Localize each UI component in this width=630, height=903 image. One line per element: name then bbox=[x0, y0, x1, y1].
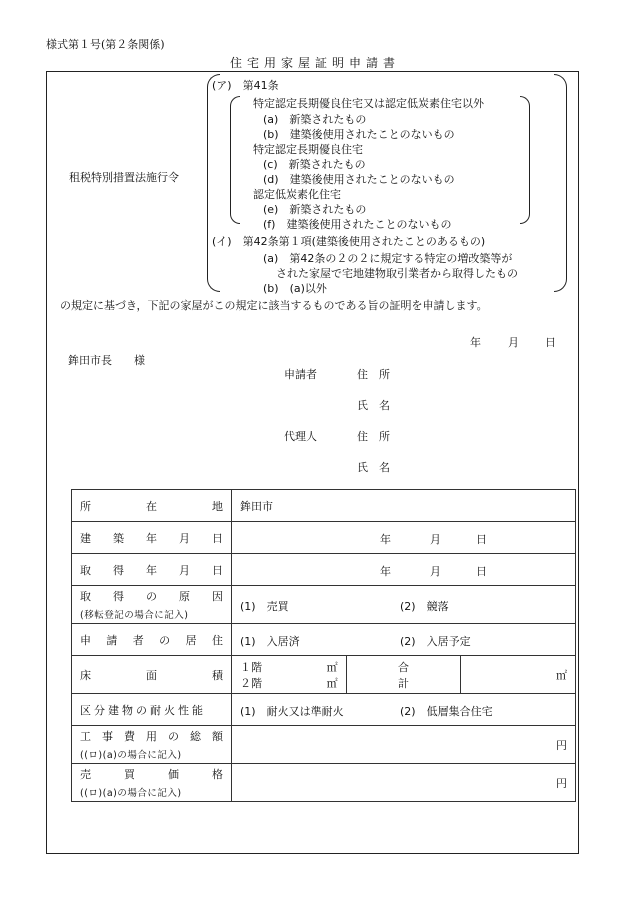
agent-address-label: 住 所 bbox=[357, 430, 390, 443]
cause-option-sale[interactable]: (1) 売買 bbox=[240, 599, 289, 613]
residence-label: 申 請 者 の 居 住 bbox=[72, 624, 232, 656]
item-e: (e) 新築されたもの bbox=[263, 203, 367, 216]
acquisition-cause-label: 取 得 の 原 因 (移転登記の場合に記入) bbox=[72, 586, 232, 624]
construction-cost-label: 工 事 費 用 の 総 額 ((ロ)(a)の場合に記入) bbox=[72, 726, 232, 764]
fire-resistance-options[interactable] bbox=[232, 694, 576, 726]
item-f: (f) 建築後使用されたことのないもの bbox=[263, 218, 452, 231]
total-value[interactable]: ㎡ bbox=[461, 656, 576, 694]
item-i-a-line2: された家屋で宅地建物取引業者から取得したもの bbox=[276, 267, 518, 280]
agent-name-label: 氏 名 bbox=[357, 461, 390, 474]
floor-area-row bbox=[72, 656, 576, 694]
construction-cost-value[interactable]: 円 bbox=[232, 726, 576, 764]
item-a: (a) 新築されたもの bbox=[263, 113, 367, 126]
fire-resistance-row bbox=[72, 694, 576, 726]
acquired-date-label: 取 得 年 月 日 bbox=[72, 554, 232, 586]
applicant-name-label: 氏 名 bbox=[357, 399, 390, 412]
property-details-table bbox=[71, 489, 576, 802]
inner-bracket-left bbox=[230, 96, 240, 224]
applicant-address-label: 住 所 bbox=[357, 368, 390, 381]
floor-area-label: 床 面 積 bbox=[72, 656, 232, 694]
group1-title: 特定認定長期優良住宅又は認定低炭素住宅以外 bbox=[253, 97, 484, 110]
acquisition-cause-options[interactable] bbox=[232, 586, 576, 624]
acquired-date-value[interactable]: 年 月 日 bbox=[232, 554, 576, 586]
floor-area-values[interactable]: １階 ㎡ ２階 ㎡ bbox=[232, 656, 347, 694]
item-d: (d) 建築後使用されたことのないもの bbox=[263, 173, 455, 186]
location-label: 所 在 地 bbox=[72, 490, 232, 522]
outer-bracket-right bbox=[554, 74, 567, 292]
location-row bbox=[72, 490, 576, 522]
acquired-date-row bbox=[72, 554, 576, 586]
construction-cost-row bbox=[72, 726, 576, 764]
cause-option-auction[interactable]: (2) 競落 bbox=[400, 599, 449, 613]
form-number-label: 様式第１号(第２条関係) bbox=[46, 38, 165, 51]
law-item-a: (ア) 第41条 bbox=[212, 79, 279, 92]
outer-bracket-left bbox=[207, 74, 220, 292]
fire-resistance-label: 区分建物の耐火性能 bbox=[72, 694, 232, 726]
residence-option-planned[interactable]: (2) 入居予定 bbox=[400, 634, 471, 648]
item-c: (c) 新築されたもの bbox=[263, 158, 366, 171]
item-i-a-line1: (a) 第42条の２の２に規定する特定の増改築等が bbox=[263, 252, 513, 265]
date-day-label: 日 bbox=[545, 336, 556, 349]
sale-price-row bbox=[72, 764, 576, 802]
built-date-row bbox=[72, 522, 576, 554]
date-month-label: 月 bbox=[508, 336, 519, 349]
fire-option-low-rise[interactable]: (2) 低層集合住宅 bbox=[400, 704, 493, 718]
statement-text: の規定に基づき，下記の家屋がこの規定に該当するものである旨の証明を申請します。 bbox=[60, 299, 488, 312]
residence-options[interactable] bbox=[232, 624, 576, 656]
total-label: 合 計 bbox=[346, 656, 461, 694]
sale-price-value[interactable]: 円 bbox=[232, 764, 576, 802]
built-date-value[interactable]: 年 月 日 bbox=[232, 522, 576, 554]
law-name: 租税特別措置法施行令 bbox=[69, 171, 179, 184]
sale-price-sublabel: ((ロ)(a)の場合に記入) bbox=[80, 788, 182, 799]
applicant-label: 申請者 bbox=[284, 368, 317, 381]
residence-option-moved-in[interactable]: (1) 入居済 bbox=[240, 634, 300, 648]
built-date-label: 建 築 年 月 日 bbox=[72, 522, 232, 554]
acquisition-cause-row bbox=[72, 586, 576, 624]
item-i-b: (b) (a)以外 bbox=[263, 282, 327, 295]
item-b: (b) 建築後使用されたことのないもの bbox=[263, 128, 455, 141]
construction-cost-sublabel: ((ロ)(a)の場合に記入) bbox=[80, 750, 182, 761]
agent-label: 代理人 bbox=[284, 430, 317, 443]
fire-option-fireproof[interactable]: (1) 耐火又は準耐火 bbox=[240, 704, 344, 718]
inner-bracket-right bbox=[520, 96, 530, 224]
law-item-i: (イ) 第42条第１項(建築後使用されたことのあるもの) bbox=[212, 235, 486, 248]
group2-title: 特定認定長期優良住宅 bbox=[253, 143, 363, 156]
acquisition-cause-sublabel: (移転登記の場合に記入) bbox=[80, 610, 189, 621]
location-value[interactable]: 鉾田市 bbox=[232, 490, 576, 522]
addressee: 鉾田市長 様 bbox=[68, 354, 145, 367]
residence-row bbox=[72, 624, 576, 656]
group3-title: 認定低炭素化住宅 bbox=[253, 188, 341, 201]
document-title: 住宅用家屋証明申請書 bbox=[229, 56, 400, 70]
sale-price-label: 売 買 価 格 ((ロ)(a)の場合に記入) bbox=[72, 764, 232, 802]
date-year-label: 年 bbox=[470, 336, 481, 349]
